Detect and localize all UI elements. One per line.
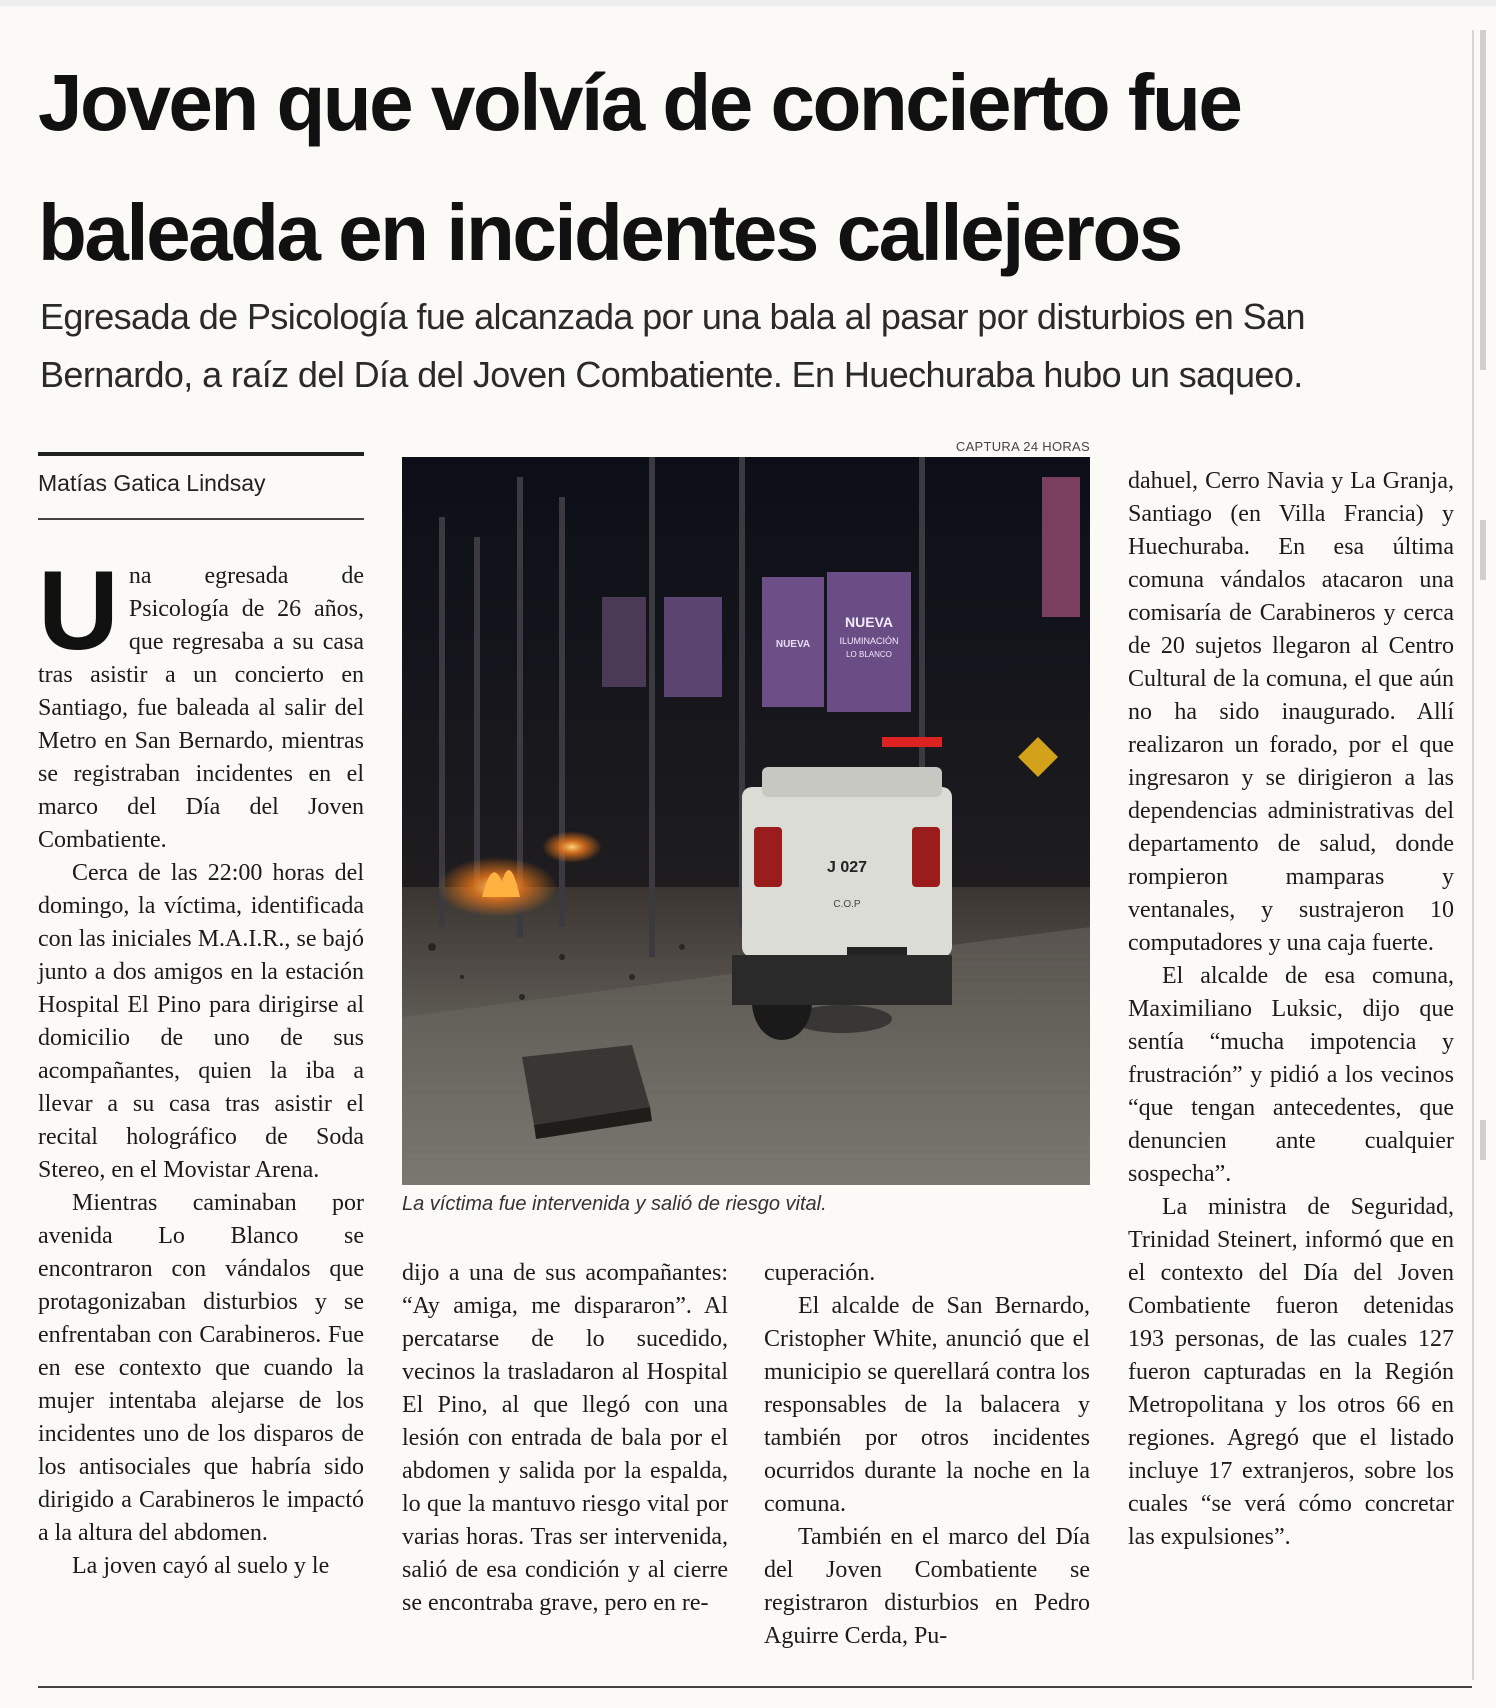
column-divider-right: [1472, 30, 1474, 1680]
headline: Joven que volvía de concierto fue baleada en incidentes callejeros: [38, 58, 1241, 277]
vehicle-label: C.O.P: [833, 899, 861, 910]
vehicle-id: J 027: [826, 859, 868, 876]
drop-cap: U: [38, 548, 119, 673]
photo-caption: La víctima fue intervenida y salió de riesgo vital.: [402, 1193, 827, 1215]
banner-text: LO BLANCO: [846, 650, 892, 659]
byline: Matías Gatica Lindsay: [38, 470, 266, 496]
banner-text: NUEVA: [775, 639, 811, 650]
paragraph: La joven cayó al suelo y le: [72, 1553, 330, 1579]
byline-underline: [38, 518, 364, 520]
adjacent-article-edge: [1480, 520, 1486, 580]
deck-subtitle: Egresada de Psicología fue alcanzada por una bala al pasar por disturbios en San Bernardo, a raíz del Día del Joven Combatiente. En Huechuraba hubo un saqueo.: [40, 296, 1305, 395]
paragraph-text: na egresada de Psicología de 26 años, que regresaba a su casa tras asistir a un concierto en Santiago, fue baleada al salir del Metro en San Bernardo, mientras se registraban incidentes en el marco del Día del Joven Combatiente.: [38, 563, 364, 853]
paragraph: El alcalde de San Bernardo, Cristopher White, anunció que el municipio se querellará contra los responsables de la balacera y también por otros incidentes ocurridos durante la noche en la comuna.: [764, 1293, 1090, 1517]
paragraph: Cerca de las 22:00 horas del domingo, la víctima, identificada con las iniciales M.A.I.R., se bajó junto a dos amigos en la estación Hospital El Pino para dirigirse al domicilio de uno de sus acompañantes, quien la iba a llevar a su casa tras asistir el recital holográfico de Soda Stereo, en el Movistar Arena.: [38, 860, 364, 1183]
paragraph: La ministra de Seguridad, Trinidad Steinert, informó que en el contexto del Día del Joven Combatiente fueron detenidas 193 personas, de las cuales 127 fueron capturadas en la Región Metropolitana y los otros 66 en regiones. Agregó que el listado incluye 17 extranjeros, sobre los cuales “se verá cómo concretar las expulsiones”.: [1128, 1194, 1454, 1550]
adjacent-article-edge: [1480, 1120, 1486, 1160]
paragraph: El alcalde de esa comuna, Maximiliano Luksic, dijo que sentía “mucha impotencia y frustración” y pidió a los vecinos “que tengan antecedentes, que denuncien ante cualquier sospecha”.: [1128, 963, 1454, 1187]
paragraph: También en el marco del Día del Joven Combatiente se registraron disturbios en Pedro Aguirre Cerda, Pu-: [764, 1524, 1090, 1649]
banner-text: NUEVA: [845, 614, 893, 630]
paragraph: cuperación.: [764, 1260, 876, 1286]
paragraph: dahuel, Cerro Navia y La Granja, Santiago (en Villa Francia) y Huechuraba. En esa última comuna vándalos atacaron una comisaría de Carabineros y cerca de 20 sujetos llegaron al Centro Cultural de la comuna, el que aún no ha sido inaugurado. Allí realizaron un forado, por el que ingresaron y se dirigieron a las dependencias administrativas del departamento de salud, donde rompieron mamparas y ventanales, y sustrajeron 10 computadores y una caja fuerte.: [1128, 468, 1454, 956]
body-column-2: [402, 1257, 728, 1620]
byline-rule: [38, 452, 364, 456]
footer-rule: [38, 1686, 1472, 1688]
top-edge: [0, 0, 1496, 6]
paragraph: Mientras caminaban por avenida Lo Blanco se encontraron con vándalos que protagonizaban disturbios y se enfrentaban con Carabineros. Fue en ese contexto que cuando la mujer intentaba alejarse de los incidentes uno de los disparos de los antisociales que habría sido dirigido a Carabineros le impactó a la altura del abdomen.: [38, 1190, 364, 1546]
photo-credit: CAPTURA 24 HORAS: [955, 439, 1090, 454]
body-column-4: [1128, 465, 1454, 1554]
banner-text: ILUMINACIÓN: [839, 636, 899, 646]
body-column-1: [38, 548, 364, 1583]
paragraph: dijo a una de sus acompañantes: “Ay amiga, me dispararon”. Al percatarse de lo sucedido, vecinos la trasladaron al Hospital El Pino, al que llegó con una lesión con entrada de bala por el abdomen y salida por la espalda, lo que la mantuvo riesgo vital por varias horas. Tras ser intervenida, salió de esa condición y al cierre se encontraba grave, pero en re-: [402, 1260, 728, 1616]
paragraph: [38, 548, 364, 857]
news-photo: [402, 457, 1090, 1185]
adjacent-article-edge: [1480, 30, 1486, 370]
body-column-3: [764, 1257, 1090, 1653]
